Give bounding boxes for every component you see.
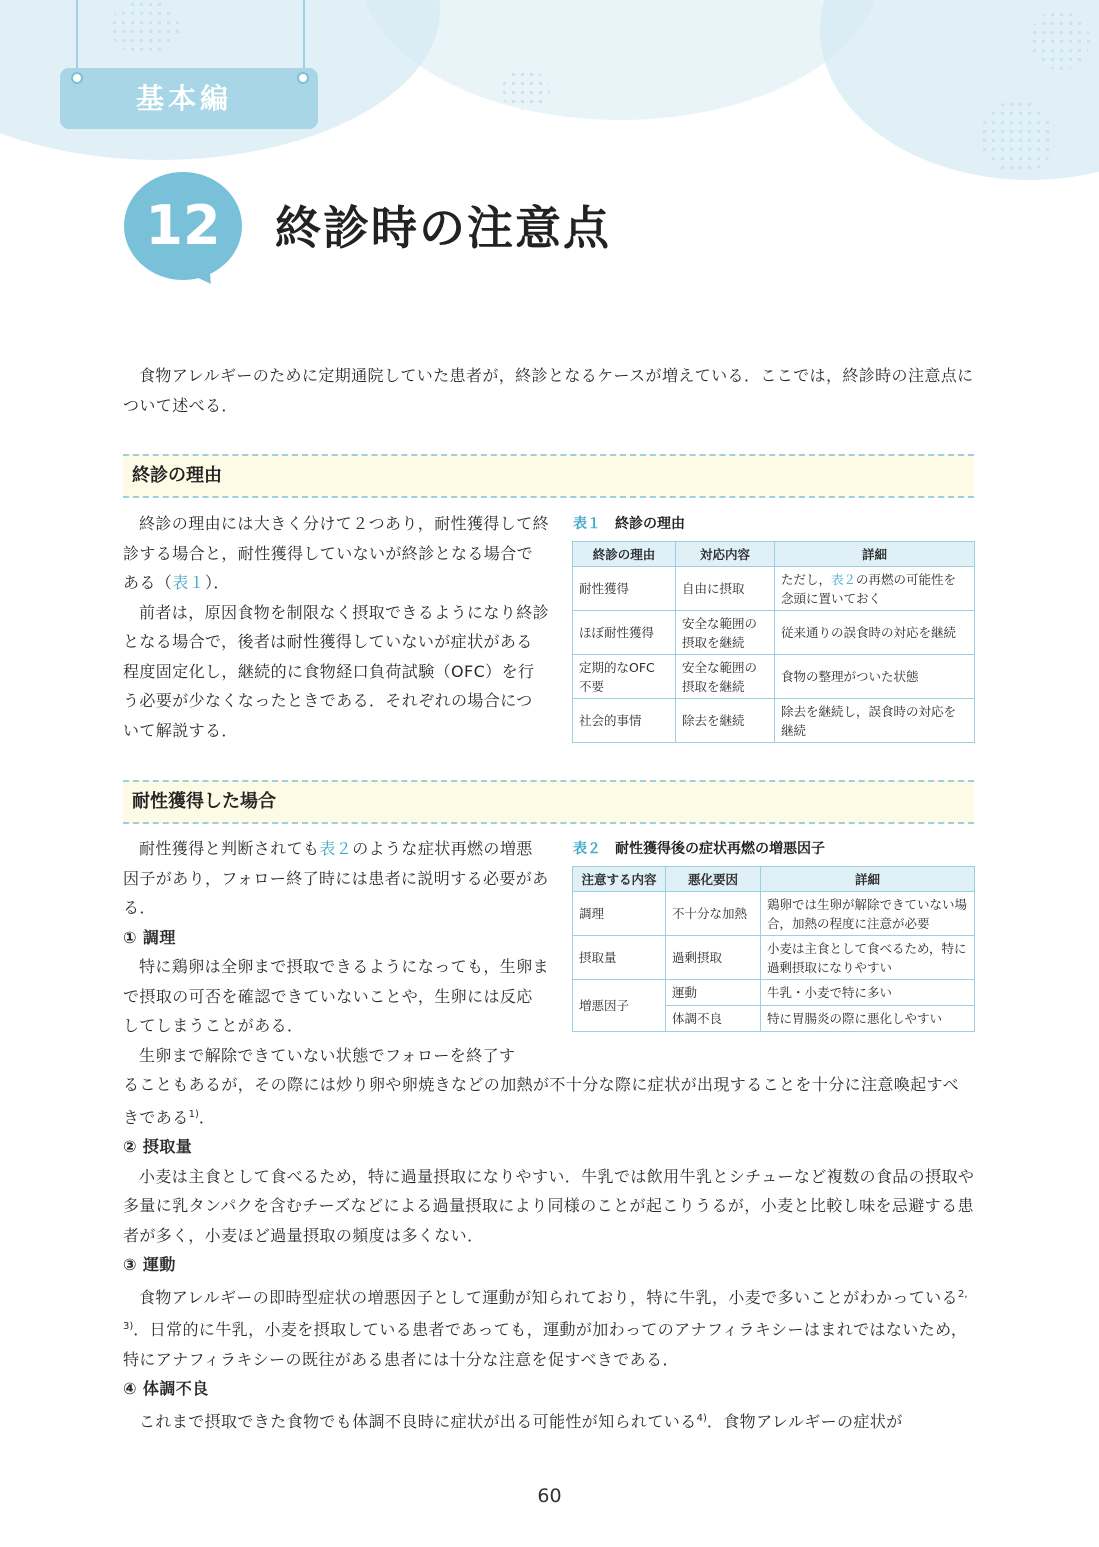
table-cell: 過剰摂取 [666,936,761,980]
table2-title: 耐性獲得後の症状再燃の増悪因子 [615,841,825,857]
tag-string-left [76,0,78,72]
header-dot-pattern [1030,10,1090,70]
chapter-number-badge [124,172,242,280]
text-run: ただし， [781,571,832,587]
table1 [572,541,975,743]
table-cell: ほぼ耐性獲得 [573,611,676,655]
table-cell: 安全な範囲の摂取を継続 [676,611,775,655]
text-run: ることもあるが，その際には炒り卵や卵焼きなどの加熱が不十分な際に症状が出現することを十分に注意喚起すべきである [123,1075,960,1127]
table-row [573,655,975,699]
table-header-cell: 終診の理由 [573,542,676,567]
section2-body-lower [123,1070,975,1436]
table2-reference: 表２ [319,839,353,858]
chapter-number: 12 [145,194,221,257]
table2 [572,866,975,1032]
table-row [573,699,975,743]
table-cell: 体調不良 [666,1006,761,1032]
table1-title: 終診の理由 [615,516,685,532]
table-cell: 小麦は主食として食べるため，特に過剰摂取になりやすい [761,936,975,980]
header-dot-pattern [980,100,1055,175]
table-row [573,892,975,936]
table-cell: 除去を継続 [676,699,775,743]
text-run: ．日常的に牛乳，小麦を摂取している患者であっても，運動が加わってのアナフィラキシーはまれではないため，特にアナフィラキシーの既往がある患者には十分な注意を促すべきである． [123,1320,968,1369]
category-tag [60,68,318,129]
table-header-row [573,867,975,892]
table-header-cell: 注意する内容 [573,867,666,892]
text-run: のような症状再燃の増悪因子があり，フォロー終了時には患者に説明する必要がある． [123,839,549,917]
table-cell: 自由に摂取 [676,567,775,611]
table-row [573,567,975,611]
table-row [573,980,975,1006]
header-dot-pattern [110,0,180,55]
text-run: 耐性獲得と判断されても [139,839,320,858]
table-cell: 不十分な加熱 [666,892,761,936]
table-cell [775,567,975,611]
table-cell: 増悪因子 [573,980,666,1032]
table-cell: 摂取量 [573,936,666,980]
page-title: 終診時の注意点 [275,201,611,255]
item-condition-paragraph [123,1404,975,1437]
table-cell: 安全な範囲の摂取を継続 [676,655,775,699]
table2-number: 表２ [573,841,601,857]
table-cell: 定期的なOFC 不要 [573,655,676,699]
item-exercise-paragraph [123,1280,975,1375]
item-cooking-paragraph-1: 特に鶏卵は全卵まで摂取できるようになっても，生卵まで摂取の可否を確認できていないことや，生卵には反応してしまうことがある． [123,957,550,1035]
page-number: 60 [537,1485,562,1507]
tag-string-right [303,0,305,72]
text-run: の再燃の可能性を念頭に置いておく [781,571,957,606]
section1-body [123,509,549,745]
table2-caption [573,838,825,858]
text-run: ．食物アレルギーの症状が [706,1411,903,1431]
section2-body-upper [123,834,549,1070]
text-run: ． [198,1107,216,1127]
table-header-cell: 詳細 [775,542,975,567]
citation: 1) [188,1108,199,1120]
table-row [573,936,975,980]
table1-reference: 表１ [172,573,206,592]
citation: 4) [696,1412,707,1424]
table1-number: 表１ [573,516,601,532]
item-heading-exercise: ③ 運動 [123,1255,176,1274]
text-run: 食物アレルギーの即時型症状の増悪因子として運動が知られており，特に牛乳，小麦で多いことがわかっている [139,1287,958,1307]
tag-ring-right [297,72,309,84]
section2-paragraph-1 [123,834,549,923]
table-row [573,611,975,655]
table-cell: 調理 [573,892,666,936]
table-cell: 特に胃腸炎の際に悪化しやすい [761,1006,975,1032]
table-cell: 運動 [666,980,761,1006]
item-heading-cooking: ① 調理 [123,927,176,947]
table-cell: 従来通りの誤食時の対応を継続 [775,611,975,655]
table-cell: 社会的事情 [573,699,676,743]
table-header-cell: 詳細 [761,867,975,892]
table-header-cell: 対応内容 [676,542,775,567]
item-cooking-paragraph-2-start: 生卵まで解除できていない状態でフォローを終了す [139,1045,516,1065]
item-heading-condition: ④ 体調不良 [123,1379,209,1398]
table-cell: 除去を継続し，誤食時の対応を継続 [775,699,975,743]
table2-reference: 表２ [831,571,857,587]
header-watercolor-wash [360,0,880,120]
item-intake-paragraph: 小麦は主食として食べるため，特に過量摂取になりやすい．牛乳では飲用牛乳とシチューなど複数の食品の摂取や多量に乳タンパクを含むチーズなどによる過量摂取により同様のことが起こりうるが，小麦と比較し味を忌避する患者が多く，小麦ほど過量摂取の頻度は多くない． [123,1166,975,1245]
table-header-cell: 悪化要因 [666,867,761,892]
table-cell: 鶏卵では生卵が解除できていない場合，加熱の程度に注意が必要 [761,892,975,936]
citation: 2, 3) [123,1288,968,1332]
table-cell: 食物の整理がついた状態 [775,655,975,699]
section-heading-tolerance: 耐性獲得した場合 [123,780,974,824]
section1-paragraph-2: 前者は，原因食物を制限なく摂取できるようになり終診となる場合で，後者は耐性獲得していないが症状がある程度固定化し，継続的に食物経口負荷試験（OFC）を行う必要が少なくなったときである．それぞれの場合について解説する． [123,602,550,740]
item-cooking-paragraph-2-rest [123,1070,975,1132]
section-heading-reasons: 終診の理由 [123,454,974,498]
text-run: これまで摂取できた食物でも体調不良時に症状が出る可能性が知られている [139,1411,697,1431]
tag-ring-left [71,72,83,84]
section1-paragraph-1 [123,509,549,598]
table-cell: 耐性獲得 [573,567,676,611]
text-run: 終診の理由には大きく分けて２つあり，耐性獲得して終診する場合と，耐性獲得していないが終診となる場合である（ [123,514,550,592]
text-run: ）． [205,573,230,592]
table-cell: 牛乳・小麦で特に多い [761,980,975,1006]
intro-text: 食物アレルギーのために定期通院していた患者が，終診となるケースが増えている．ここでは，終診時の注意点について述べる． [123,366,974,415]
intro-paragraph [123,361,975,420]
table-header-row [573,542,975,567]
table1-caption [573,513,685,533]
header-dot-pattern [500,70,550,110]
item-heading-intake: ② 摂取量 [123,1137,193,1156]
category-label: 基本編 [136,82,233,115]
